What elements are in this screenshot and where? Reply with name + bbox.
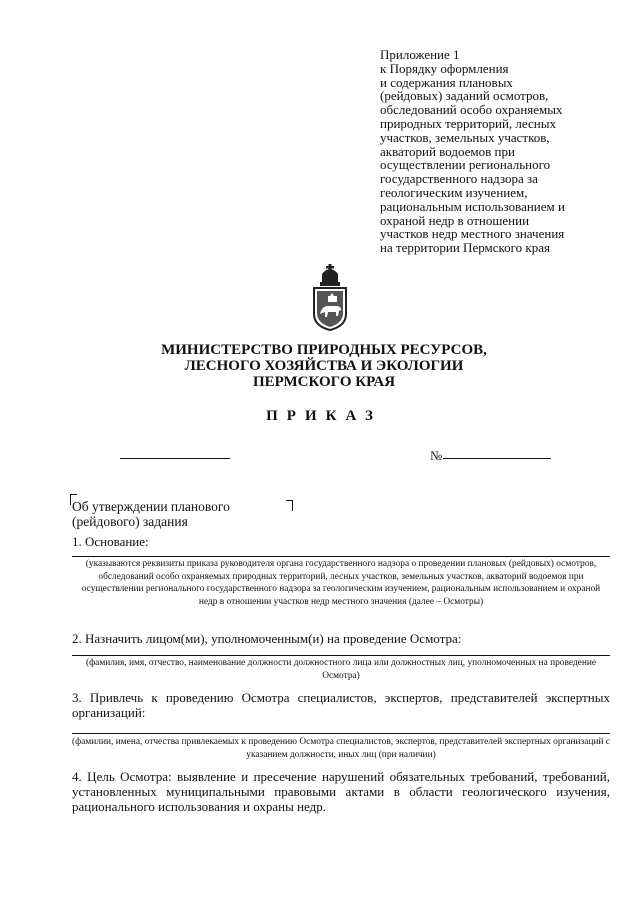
appendix-line: акваторий водоемов при xyxy=(380,143,515,159)
date-blank-line xyxy=(120,458,230,459)
ministry-line-1: МИНИСТЕРСТВО ПРИРОДНЫХ РЕСУРСОВ, xyxy=(161,342,487,358)
ministry-name xyxy=(100,342,548,390)
appendix-header xyxy=(380,48,610,255)
appendix-line: обследований особо охраняемых xyxy=(380,102,563,118)
section-3-label: 3. Привлечь к проведению Осмотра специалистов, экспертов, представителей экспертных организаций: xyxy=(72,690,610,720)
appendix-line: рациональным использованием и xyxy=(380,198,565,214)
perm-krai-coat-of-arms-icon xyxy=(308,262,352,332)
ministry-line-3: ПЕРМСКОГО КРАЯ xyxy=(252,374,396,390)
appendix-line: на территории Пермского края xyxy=(380,240,550,256)
appendix-line: участков недр местного значения xyxy=(380,226,565,242)
appendix-line: Приложение 1 xyxy=(380,47,460,62)
section-1-label: 1. Основание: xyxy=(72,534,149,549)
appendix-line: охраной недр в отношении xyxy=(380,212,530,228)
appendix-line: государственного надзора за xyxy=(380,171,538,187)
section-2-note: (фамилия, имя, отчество, наименование должности должностного лица или должностных лиц, уполномоченных на проведение Осмотра) xyxy=(85,658,597,681)
appendix-line: природных территорий, лесных xyxy=(380,115,556,131)
appendix-line: (рейдовых) заданий осмотров, xyxy=(380,88,549,104)
subject-line-2: (рейдового) задания xyxy=(72,514,188,529)
section-1-fill-line xyxy=(72,556,610,557)
appendix-line: осуществлении регионального xyxy=(380,157,551,173)
section-3-note: (фамилии, имена, отчества привлекаемых к проведению Осмотра специалистов, экспертов, представителей экспертных организаций с указанием должности, иных лиц (при наличии) xyxy=(72,737,610,760)
section-3-fill-line xyxy=(72,733,610,734)
section-1-note: (указываются реквизиты приказа руководителя органа государственного надзора о проведении плановых (рейдовых) осмотров, обследований особо охраняемых природных территорий, лесных участков, земельных участков, акваторий водоемов при осуществлении регионального государственного надзора за геологическим изучением, рациональным использованием и охраной недр в отношении участков недр местного значения (далее – Осмотры) xyxy=(81,559,601,607)
order-subject xyxy=(72,499,292,529)
appendix-line: к Порядку оформления xyxy=(380,60,509,76)
appendix-line: участков, земельных участков, xyxy=(380,129,550,145)
ministry-line-2: ЛЕСНОГО ХОЗЯЙСТВА И ЭКОЛОГИИ xyxy=(184,358,464,374)
number-blank-line xyxy=(443,458,551,459)
order-title: ПРИКАЗ xyxy=(266,408,382,424)
appendix-line: геологическим изучением, xyxy=(380,184,528,200)
section-4-text: 4. Цель Осмотра: выявление и пресечение нарушений обязательных требований, требований, установленных муниципальными правовыми актами в области геологического изучения, рационального использования и охраны недр. xyxy=(72,769,610,814)
subject-line-1: Об утверждении планового xyxy=(72,499,230,514)
appendix-line: и содержания плановых xyxy=(380,74,513,90)
section-2-label: 2. Назначить лицом(ми), уполномоченным(и) на проведение Осмотра: xyxy=(72,631,462,646)
section-2-fill-line xyxy=(72,655,610,656)
number-label: № xyxy=(430,448,443,463)
